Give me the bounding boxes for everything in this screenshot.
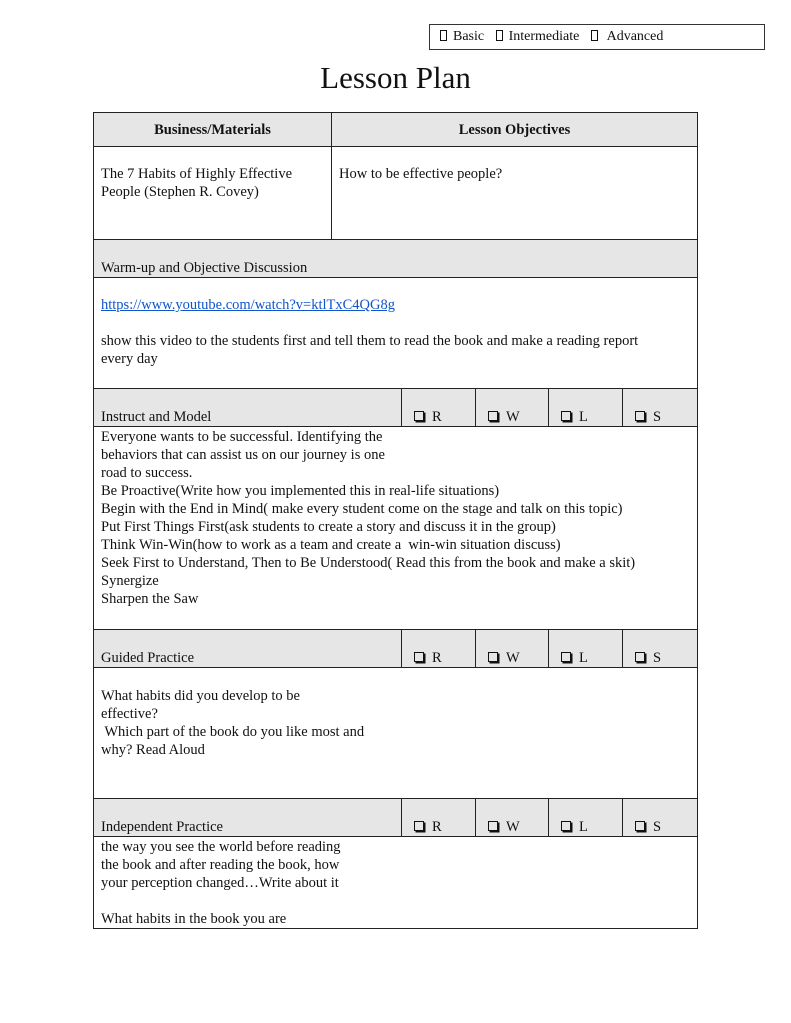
- checkbox-icon[interactable]: [414, 652, 424, 662]
- checkbox-icon[interactable]: [488, 652, 498, 662]
- warmup-header-row: [93, 239, 698, 278]
- guided-label: Guided Practice: [101, 650, 195, 666]
- skill-l-cell: [549, 389, 623, 426]
- warmup-label: Warm-up and Objective Discussion: [101, 260, 308, 276]
- skill-w-cell: [476, 799, 549, 836]
- independent-label: Independent Practice: [101, 819, 223, 835]
- skill-checkbox-s[interactable]: S: [635, 408, 661, 426]
- guided-header-row: [93, 629, 698, 668]
- skill-checkbox-l[interactable]: L: [561, 408, 588, 426]
- skill-r-cell: [402, 799, 476, 836]
- materials-cell: The 7 Habits of Highly Effective People (Stephen R. Covey): [94, 147, 332, 239]
- independent-header-row: [93, 798, 698, 837]
- checkbox-icon[interactable]: [561, 411, 571, 421]
- skill-checkbox-w[interactable]: W: [488, 408, 520, 426]
- level-option-intermediate[interactable]: Intermediate: [496, 29, 580, 44]
- level-option-advanced[interactable]: Advanced: [591, 29, 664, 44]
- checkbox-icon[interactable]: [440, 30, 447, 41]
- checkbox-icon[interactable]: [635, 821, 645, 831]
- objectives-cell: How to be effective people?: [339, 166, 503, 182]
- skill-checkbox-r[interactable]: R: [414, 408, 442, 426]
- video-link[interactable]: https://www.youtube.com/watch?v=ktlTxC4QG8g: [101, 297, 395, 313]
- skill-s-cell: [623, 630, 697, 667]
- skill-checkbox-w[interactable]: W: [488, 649, 520, 667]
- checkbox-icon[interactable]: [496, 30, 503, 41]
- checkbox-icon[interactable]: [414, 821, 424, 831]
- checkbox-icon[interactable]: [414, 411, 424, 421]
- level-selector: [429, 24, 765, 50]
- guided-content-row: What habits did you develop to be effective? Which part of the book do you like most and why? Read Aloud: [93, 667, 698, 799]
- warmup-content-row: https://www.youtube.com/watch?v=ktlTxC4QG8g show this video to the students first and tell them to read the book and make a reading report every day: [93, 277, 698, 389]
- skill-r-cell: [402, 389, 476, 426]
- level-option-basic[interactable]: Basic: [440, 29, 484, 44]
- instruct-label: Instruct and Model: [101, 409, 212, 425]
- materials-objectives-row: [93, 146, 698, 240]
- checkbox-icon[interactable]: [561, 652, 571, 662]
- instruct-header-row: [93, 388, 698, 427]
- skill-w-cell: [476, 630, 549, 667]
- checkbox-icon[interactable]: [635, 411, 645, 421]
- header-materials: Business/Materials: [94, 113, 332, 146]
- table-header-row: [93, 112, 698, 147]
- skill-s-cell: [623, 389, 697, 426]
- checkbox-icon[interactable]: [635, 652, 645, 662]
- skill-r-cell: [402, 630, 476, 667]
- instruct-label-cell: [94, 389, 402, 426]
- skill-l-cell: [549, 799, 623, 836]
- skill-s-cell: [623, 799, 697, 836]
- skill-checkbox-w[interactable]: W: [488, 818, 520, 836]
- page-title: Lesson Plan: [320, 60, 471, 95]
- instruct-content-row: Everyone wants to be successful. Identifying the behaviors that can assist us on our journey is one road to success. Be Proactive(Write how you implemented this in real-life situations) Begin with the End in Mind( make every student come on the stage and talk on this topic) Put First Things First(ask students to create a story and discuss it in the group) Think Win-Win(how to work as a team and create a win-win situation discuss) Seek First to Understand, Then to Be Understood( Read this from the book and make a skit) Synergize Sharpen the Saw: [93, 426, 698, 630]
- independent-content-row: the way you see the world before reading the book and after reading the book, how your perception changed…Write about it What habits in the book you are: [93, 836, 698, 929]
- skill-checkbox-l[interactable]: L: [561, 818, 588, 836]
- skill-checkbox-s[interactable]: S: [635, 818, 661, 836]
- checkbox-icon[interactable]: [591, 30, 598, 41]
- checkbox-icon[interactable]: [488, 411, 498, 421]
- independent-label-cell: [94, 799, 402, 836]
- guided-label-cell: [94, 630, 402, 667]
- skill-checkbox-s[interactable]: S: [635, 649, 661, 667]
- skill-checkbox-r[interactable]: R: [414, 818, 442, 836]
- skill-checkbox-r[interactable]: R: [414, 649, 442, 667]
- checkbox-icon[interactable]: [488, 821, 498, 831]
- header-objectives: Lesson Objectives: [458, 122, 571, 138]
- skill-l-cell: [549, 630, 623, 667]
- skill-w-cell: [476, 389, 549, 426]
- skill-checkbox-l[interactable]: L: [561, 649, 588, 667]
- checkbox-icon[interactable]: [561, 821, 571, 831]
